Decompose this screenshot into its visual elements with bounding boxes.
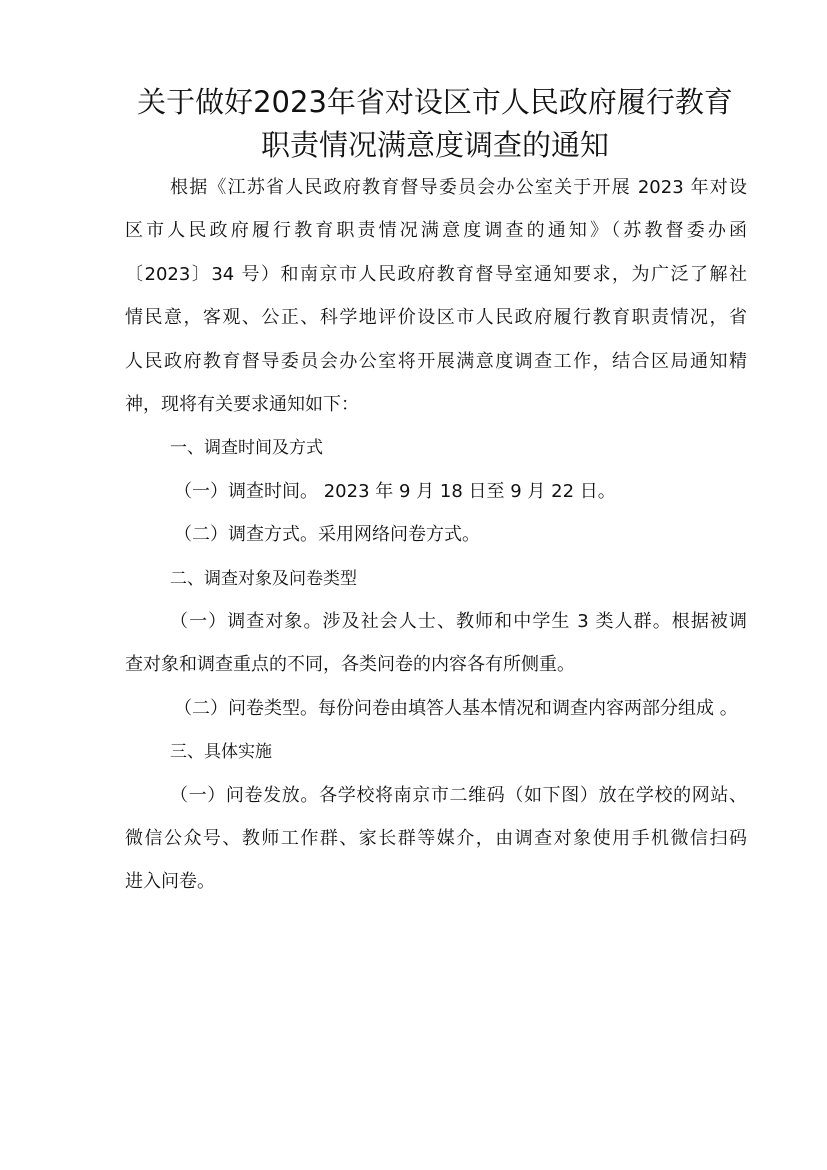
intro-paragraph-line: 根据《江苏省人民政府教育督导委员会办公室关于开展 2023 年对设 [170, 177, 747, 198]
intro-paragraph-line: 区市人民政府履行教育职责情况满意度调查的通知》（苏教督委办函 [125, 220, 747, 241]
section3-item1-line2: 微信公众号、教师工作群、家长群等媒介，由调查对象使用手机微信扫码 [125, 828, 747, 849]
section3-item1-line3: 进入问卷。 [125, 871, 215, 892]
document-title-line2: 职责情况满意度调查的通知 [260, 128, 609, 162]
document-title-line1: 关于做好2023年省对设区市人民政府履行教育 [137, 85, 733, 119]
section1-heading: 一、调查时间及方式 [170, 438, 323, 458]
intro-paragraph-line: 情民意，客观、公正、科学地评价设区市人民政府履行教育职责情况，省 [125, 307, 747, 328]
section2-item2: （二）问卷类型。每份问卷由填答人基本情况和调查内容两部分组成 。 [174, 698, 738, 719]
section1-item1: （一）调查时间。 2023 年 9 月 18 日至 9 月 22 日。 [174, 481, 616, 502]
section2-item1-line2: 查对象和调查重点的不同，各类问卷的内容各有所侧重。 [125, 654, 575, 675]
section2-item1-line1: （一）调查对象。涉及社会人士、教师和中学生 3 类人群。根据被调 [170, 611, 747, 632]
intro-paragraph-line: 人民政府教育督导委员会办公室将开展满意度调查工作，结合区局通知精 [125, 351, 747, 372]
section3-item1-line1: （一）问卷发放。各学校将南京市二维码（如下图）放在学校的网站、 [170, 785, 747, 806]
section3-heading: 三、具体实施 [170, 742, 272, 762]
section1-item2: （二）调查方式。采用网络问卷方式。 [174, 524, 480, 545]
intro-paragraph-line: 〔2023〕34 号）和南京市人民政府教育督导室通知要求，为广泛了解社 [125, 264, 747, 285]
intro-paragraph-line: 神，现将有关要求通知如下： [125, 394, 359, 415]
section2-heading: 二、调查对象及问卷类型 [170, 569, 357, 589]
